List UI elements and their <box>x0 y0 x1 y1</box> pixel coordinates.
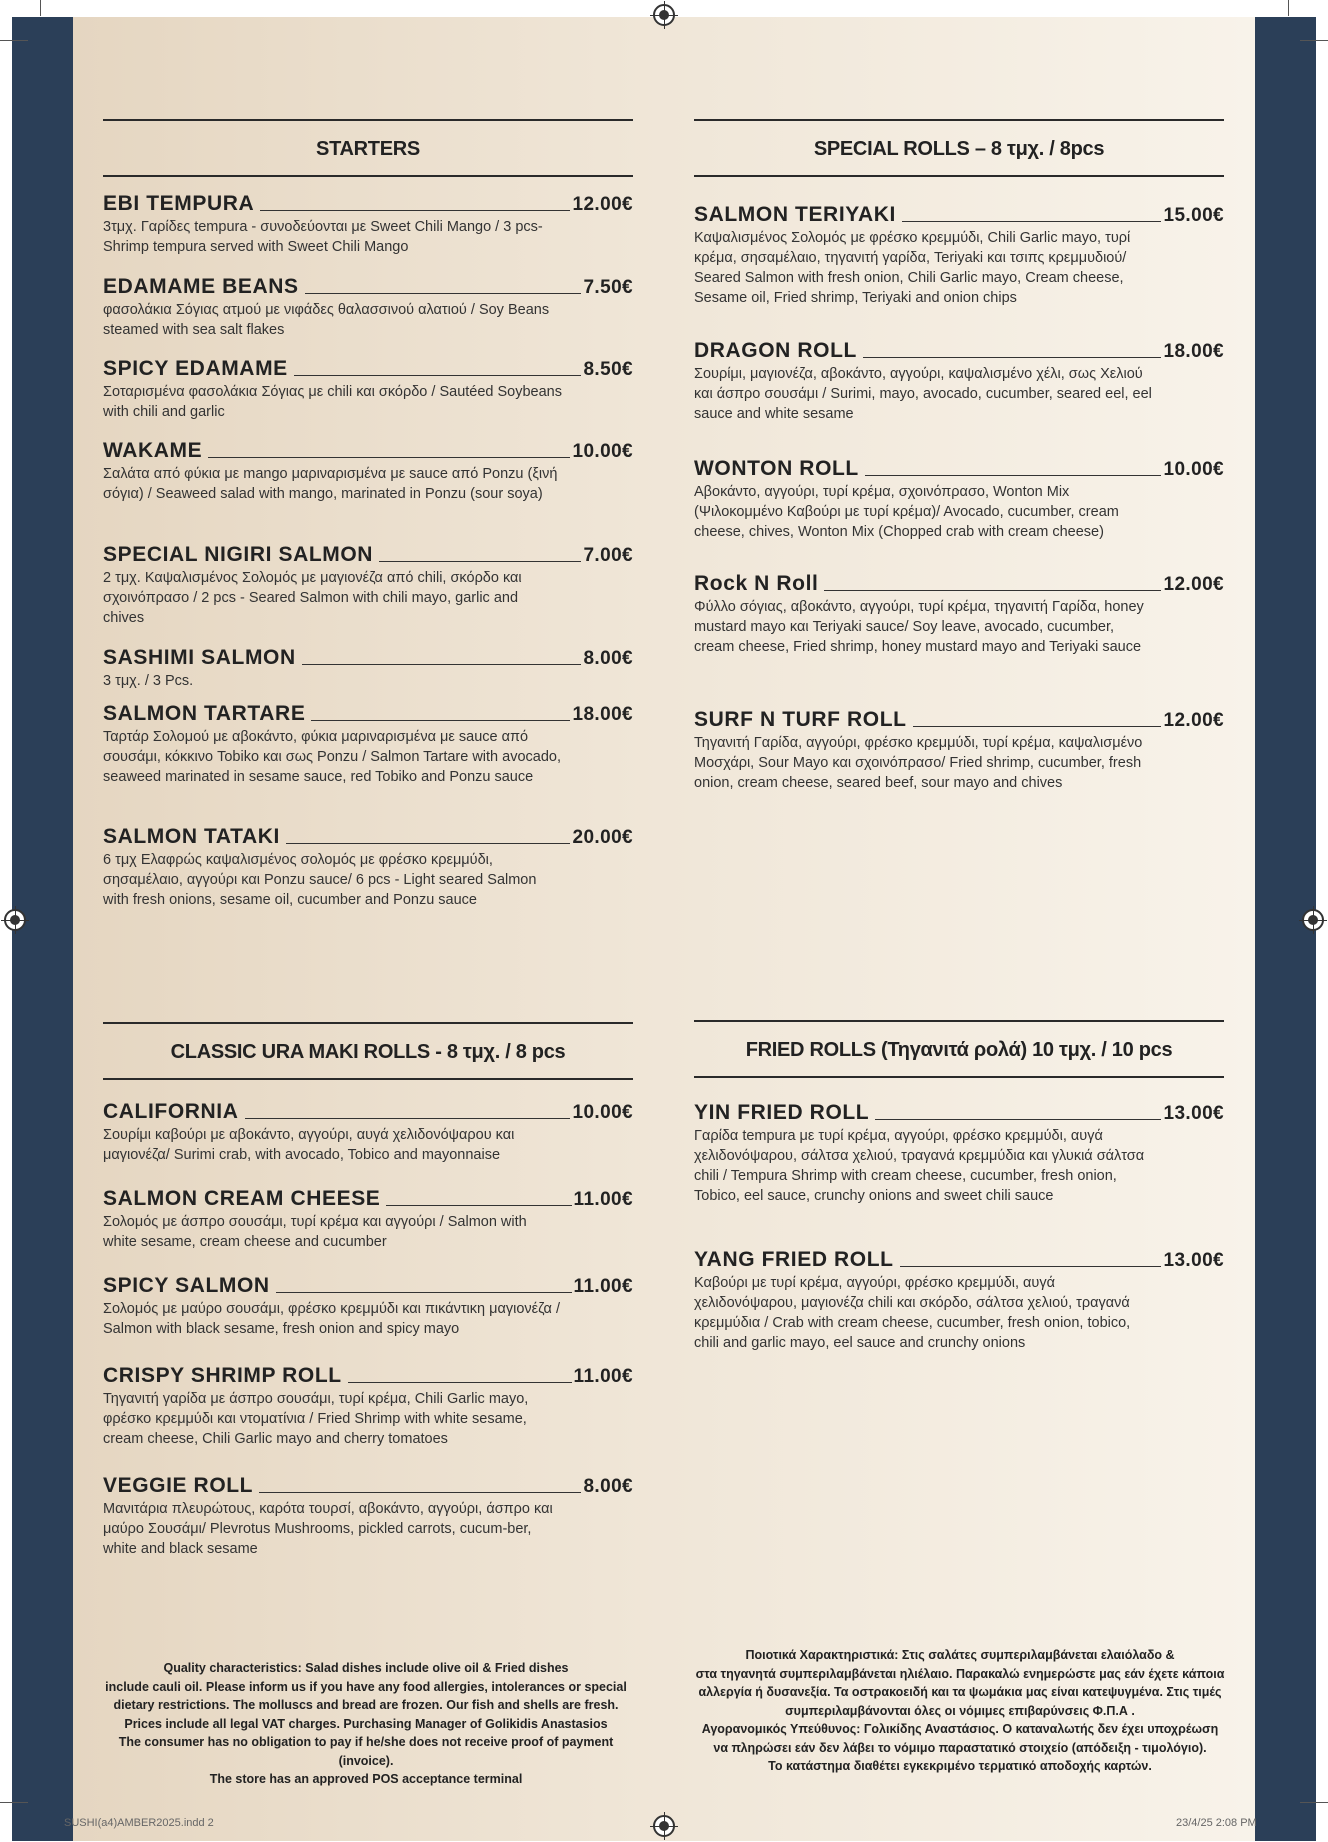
section-title: CLASSIC URA MAKI ROLLS - 8 τμχ. / 8 pcs <box>170 1041 566 1063</box>
item-price: 18.00€ <box>1163 341 1224 362</box>
item-price: 8.50€ <box>583 359 633 380</box>
price-leader <box>865 475 1162 476</box>
price-leader <box>875 1119 1161 1120</box>
item-name: SASHIMI SALMON <box>103 646 296 669</box>
item-name: WAKAME <box>103 439 203 462</box>
item-name: YIN FRIED ROLL <box>694 1101 870 1124</box>
english-notice <box>96 1659 636 1789</box>
price-leader <box>386 1205 571 1206</box>
price-leader <box>305 293 582 294</box>
price-leader <box>379 561 581 562</box>
classic-rolls-section <box>103 1022 633 1557</box>
section-title: SPECIAL ROLLS – 8 τμχ. / 8pcs <box>813 138 1105 160</box>
print-slug-file: SUSHI(a4)AMBER2025.indd 2 <box>64 1817 214 1829</box>
item-price: 8.00€ <box>583 1476 633 1497</box>
item-price: 7.00€ <box>583 545 633 566</box>
crop-mark <box>0 1802 28 1803</box>
item-name: EBI TEMPURA <box>103 192 255 215</box>
item-description: Τηγανιτή γαρίδα με άσπρο σουσάμι, τυρί κρέμα, Chili Garlic mayo, φρέσκο κρεμμύδι και ντοματίνια / Fried Shrimp with white sesame, cream cheese, Chili Garlic mayo and cherry tomatoes <box>103 1391 529 1447</box>
item-description: 3τμχ. Γαρίδες tempura - συνοδεύονται με Sweet Chili Mango / 3 pcs- Shrimp tempura served with Sweet Chili Mango <box>103 219 543 255</box>
item-description: Τηγανιτή Γαρίδα, αγγούρι, φρέσκο κρεμμύδι, τυρί κρέμα, καψαλισμένο Μοσχάρι, Sour Mayo και σχοινόπρασο/ Fried shrimp, cucumber, fresh onion, cream cheese, seared beef, sour mayo and chives <box>694 735 1143 791</box>
price-leader <box>913 726 1162 727</box>
crop-mark <box>1300 40 1328 41</box>
starters-section <box>103 119 633 908</box>
item-description: 3 τμχ. / 3 Pcs. <box>103 673 194 689</box>
notice-line: στα τηγανητά συμπεριλαμβάνεται ηλιέλαιο. Παρακαλώ ενημερώστε μας εάν έχετε κάποια <box>695 1666 1225 1681</box>
item-description: Ταρτάρ Σολομού με αβοκάντο, φύκια μαριναρισμένα με sauce από σουσάμι, κόκκινο Tobiko και σως Ponzu / Salmon Tartare with avocado, seaweed marinated in sesame sauce, red Tobiko and Ponzu sauce <box>103 729 561 785</box>
item-description: Σολομός με άσπρο σουσάμι, τυρί κρέμα και αγγούρι / Salmon with white sesame, cream cheese and cucumber <box>103 1214 527 1250</box>
item-price: 12.00€ <box>572 194 633 215</box>
special-rolls-section <box>694 119 1224 791</box>
price-leader <box>824 590 1161 591</box>
price-leader <box>302 664 582 665</box>
item-description: Μανιτάρια πλευρώτους, καρότα τουρσί, αβοκάντο, αγγούρι, άσπρο και μαύρο Σουσάμι/ Plevrotus Mushrooms, pickled carrots, cucum-ber, white and black sesame <box>103 1501 553 1557</box>
registration-mark-icon <box>4 909 26 931</box>
item-price: 11.00€ <box>573 1366 633 1387</box>
item-description: Καψαλισμένος Σολομός με φρέσκο κρεμμύδι, Chili Garlic mayo, τυρί κρέμα, σησαμέλαιο, τηγανιτή γαρίδα, Teriyaki και τσιπς κρεμμυδιού/ Seared Salmon with fresh onion, Chili Garlic mayo, Cream cheese, Sesame oil, Fried shrimp, Teriyaki and onion chips <box>694 230 1131 306</box>
notice-line: The store has an approved POS acceptance terminal <box>209 1772 523 1786</box>
item-description: Φύλλο σόγιας, αβοκάντο, αγγούρι, τυρί κρέμα, τηγανιτή Γαρίδα, honey mustard mayo και Teriyaki sauce/ Soy leave, avocado, cucumber, cream cheese, Fried shrimp, honey mustard mayo and Teriyaki sauce <box>694 599 1144 655</box>
notice-line: Το κατάστημα διαθέτει εγκεκριμένο τερματικό αποδοχής καρτών. <box>768 1759 1152 1773</box>
price-leader <box>245 1118 571 1119</box>
notice-line: Ποιοτικά Χαρακτηριστικά: Στις σαλάτες συμπεριλαμβάνεται ελαιόλαδο & <box>745 1648 1175 1662</box>
item-description: Γαρίδα tempura με τυρί κρέμα, αγγούρι, φρέσκο κρεμμύδι, αυγά χελιδονόψαρου, σάλτσα χελιού, τραγανά κρεμμύδια και γλυκιά σάλτσα chili / Tempura Shrimp with cream cheese, cucumber, fresh onion, Tobico, eel sauce, crunchy onions and sweet chili sauce <box>694 1128 1145 1204</box>
item-name: SPICY SALMON <box>103 1274 270 1297</box>
price-leader <box>294 375 582 376</box>
item-name: YANG FRIED ROLL <box>694 1248 894 1271</box>
item-price: 10.00€ <box>572 1102 633 1123</box>
price-leader <box>902 221 1162 222</box>
crop-mark <box>1288 0 1289 16</box>
section-rule <box>103 1078 633 1080</box>
fried-rolls-section <box>694 1020 1224 1351</box>
item-name: WONTON ROLL <box>694 457 859 480</box>
item-price: 8.00€ <box>583 648 633 669</box>
item-description: 2 τμχ. Καψαλισμένος Σολομός με μαγιονέζα από chili, σκόρδο και σχοινόπρασο / 2 pcs - Seared Salmon with chili mayo, garlic and chives <box>103 570 522 626</box>
item-price: 15.00€ <box>1163 205 1224 226</box>
registration-mark-icon <box>653 1815 675 1837</box>
price-leader <box>276 1292 572 1293</box>
item-price: 18.00€ <box>572 704 633 725</box>
section-rule <box>694 175 1224 177</box>
price-leader <box>311 720 570 721</box>
notice-line: Αγορανομικός Υπεύθυνος: Γολικίδης Αναστάσιος. Ο καταναλωτής δεν έχει υποχρέωση <box>701 1722 1219 1736</box>
notice-line: αλλεργία ή δυσανεξία. Τα οστρακοειδή και τα ψωμάκια μας είναι κατεψυγμένα. Στις τιμές <box>698 1685 1222 1699</box>
item-price: 12.00€ <box>1163 710 1224 731</box>
item-name: SPECIAL NIGIRI SALMON <box>103 543 374 566</box>
item-description: 6 τμχ Ελαφρώς καψαλισμένος σολομός με φρέσκο κρεμμύδι, σησαμέλαιο, αγγούρι και Ponzu sauce/ 6 pcs - Light seared Salmon with fresh onions, sesame oil, cucumber and Ponzu sauce <box>103 852 537 908</box>
item-name: SALMON CREAM CHEESE <box>103 1187 381 1210</box>
item-description: Σουρίμι καβούρι με αβοκάντο, αγγούρι, αυγά χελιδονόψαρου και μαγιονέζα/ Surimi crab, with avocado, Tobico and mayonnaise <box>103 1127 515 1163</box>
notice-line: συμπεριλαμβάνονται όλες οι νόμιμες επιβαρύνσεις Φ.Π.Α . <box>785 1703 1135 1718</box>
price-leader <box>208 457 570 458</box>
print-slug-date: 23/4/25 2:08 PM <box>1176 1817 1257 1829</box>
item-description: Σαλάτα από φύκια με mango μαριναρισμένα με sauce από Ponzu (ξινή σόγια) / Seaweed salad with mango, marinated in Ponzu (sour soya) <box>103 466 558 502</box>
notice-line: include cauli oil. Please inform us if you have any food allergies, intolerances or special <box>105 1679 627 1694</box>
item-name: SPICY EDAMAME <box>103 357 288 380</box>
item-price: 13.00€ <box>1163 1103 1224 1124</box>
item-price: 11.00€ <box>573 1276 633 1297</box>
item-description: Σολομός με μαύρο σουσάμι, φρέσκο κρεμμύδι και πικάντικη μαγιονέζα / Salmon with black sesame, fresh onion and spicy mayo <box>103 1301 560 1337</box>
item-name: CALIFORNIA <box>103 1100 239 1123</box>
price-leader <box>900 1266 1162 1267</box>
price-leader <box>348 1382 572 1383</box>
price-leader <box>259 1492 581 1493</box>
item-description: Σοταρισμένα φασολάκια Σόγιας με chili και σκόρδο / Sautéed Soybeans with chili and garlic <box>103 384 563 420</box>
crop-mark <box>40 0 41 16</box>
crop-mark <box>1300 1802 1328 1803</box>
item-name: Rock N Roll <box>694 572 819 595</box>
item-description: φασολάκια Σόγιας ατμού με νιφάδες θαλασσινού αλατιού / Soy Beans steamed with sea salt flakes <box>103 302 550 338</box>
item-name: SALMON TARTARE <box>103 702 306 725</box>
crop-mark <box>0 40 28 41</box>
notice-line: Prices include all legal VAT charges. Purchasing Manager of Golikidis Anastasios <box>124 1716 608 1731</box>
notice-line: dietary restrictions. The molluscs and bread are frozen. Our fish and shells are fresh. <box>113 1698 619 1712</box>
item-description: Σουρίμι, μαγιονέζα, αβοκάντο, αγγούρι, καψαλισμένο χέλι, σως Χελιού και άσπρο σουσάμι / Surimi, mayo, avocado, cucumber, seared eel, eel sauce and white sesame <box>694 366 1152 422</box>
price-leader <box>260 210 570 211</box>
registration-mark-icon <box>653 4 675 26</box>
section-rule <box>103 175 633 177</box>
item-price: 13.00€ <box>1163 1250 1224 1271</box>
price-leader <box>863 357 1162 358</box>
item-price: 20.00€ <box>572 827 633 848</box>
greek-notice <box>690 1646 1230 1776</box>
item-name: SALMON TATAKI <box>103 825 280 848</box>
item-price: 11.00€ <box>573 1189 633 1210</box>
item-name: EDAMAME BEANS <box>103 275 299 298</box>
section-rule <box>694 1076 1224 1078</box>
item-name: CRISPY SHRIMP ROLL <box>103 1364 342 1387</box>
item-price: 7.50€ <box>583 277 633 298</box>
item-price: 12.00€ <box>1163 574 1224 595</box>
item-description: Καβούρι με τυρί κρέμα, αγγούρι, φρέσκο κρεμμύδι, αυγά χελιδονόψαρου, μαγιονέζα chili και σκόρδο, σάλτσα χελιού, τραγανά κρεμμύδια / Crab with cream cheese, cucumber, fresh onion, tobico, chili and garlic mayo, eel sauce and crunchy onions <box>694 1275 1131 1351</box>
price-leader <box>286 843 571 844</box>
section-title: FRIED ROLLS (Τηγανιτά ρολά) 10 τμχ. / 10 pcs <box>745 1039 1173 1061</box>
item-price: 10.00€ <box>1163 459 1224 480</box>
item-name: VEGGIE ROLL <box>103 1474 254 1497</box>
registration-mark-icon <box>1302 909 1324 931</box>
item-name: SURF N TURF ROLL <box>694 708 907 731</box>
notice-line: The consumer has no obligation to pay if he/she does not receive proof of payment (invoice). <box>118 1735 614 1768</box>
item-name: DRAGON ROLL <box>694 339 857 362</box>
section-title: STARTERS <box>316 138 420 160</box>
item-description: Αβοκάντο, αγγούρι, τυρί κρέμα, σχοινόπρασο, Wonton Mix (Ψιλοκομμένο Καβούρι με τυρί κρέμα)/ Avocado, cucumber, cream cheese, chives, Wonton Mix (Chopped crab with cream cheese) <box>694 484 1119 540</box>
notice-line: Quality characteristics: Salad dishes include olive oil & Fried dishes <box>163 1661 569 1675</box>
item-name: SALMON TERIYAKI <box>694 203 896 226</box>
item-price: 10.00€ <box>572 441 633 462</box>
notice-line: να πληρώσει εάν δεν λάβει το νόμιμο παραστατικό στοιχείο (απόδειξη - τιμολόγιο). <box>713 1740 1207 1755</box>
